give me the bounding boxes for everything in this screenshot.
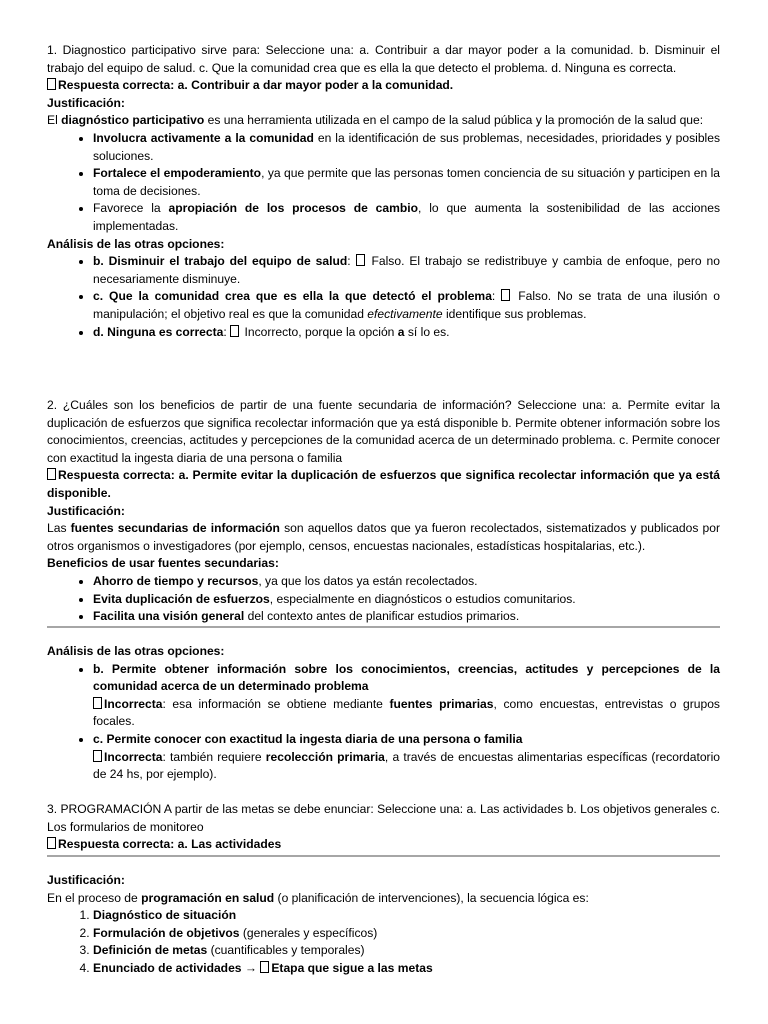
list-item: • Fortalece el empoderamiento, ya que permite que las personas tomen conciencia de su situación y participen en la toma de decisiones. xyxy=(93,165,720,200)
section-divider xyxy=(47,855,720,857)
question-3-text: 3. PROGRAMACIÓN A partir de las metas se debe enunciar: Seleccione una: a. Las actividades b. Los objetivos generales c. Los formularios de monitoreo xyxy=(47,802,720,834)
checkbox-icon xyxy=(501,289,510,301)
question-1-bullets xyxy=(47,130,720,236)
list-item: • Facilita una visión general del contexto antes de planificar estudios primarios. xyxy=(93,608,720,626)
question-3-answer: Respuesta correcta: a. Las actividades xyxy=(47,836,720,854)
question-1-text: 1. Diagnostico participativo sirve para: Seleccione una: a. Contribuir a dar mayor poder a la comunidad. b. Disminuir el trabajo del equipo de salud. c. Que la comunidad crea que es ella la que detecto el problema. d. Ninguna es correcta. xyxy=(47,43,720,75)
question-2-analysis-list xyxy=(47,661,720,784)
question-2-analysis-label: Análisis de las otras opciones: xyxy=(47,644,225,658)
arrow-icon: → xyxy=(241,960,261,975)
question-3-steps xyxy=(47,907,720,977)
question-3-section xyxy=(47,801,720,854)
checkbox-icon xyxy=(260,961,269,973)
list-item: • Favorece la apropiación de los procesos de cambio, lo que aumenta la sostenibilidad de las acciones implementadas. xyxy=(93,200,720,235)
question-3-justification-label: Justificación: xyxy=(47,873,125,887)
section-divider xyxy=(47,626,720,628)
list-item: • b. Disminuir el trabajo del equipo de salud: Falso. El trabajo se redistribuye y cambia de enfoque, pero no necesariamente disminuye. xyxy=(93,253,720,288)
list-item: • c. Permite conocer con exactitud la ingesta diaria de una persona o familia Incorrecta: también requiere recolección primaria, a través de encuestas alimentarias específicas (recordatorio de 24 hs, por ejemplo). xyxy=(93,731,720,784)
list-item: 4. Enunciado de actividades → Etapa que sigue a las metas xyxy=(93,960,720,978)
question-2-answer: Respuesta correcta: a. Permite evitar la duplicación de esfuerzos que significa recolectar información que ya está disponible. xyxy=(47,468,720,500)
question-1-intro: El diagnóstico participativo es una herramienta utilizada en el campo de la salud pública y la promoción de la salud que: xyxy=(47,113,704,128)
list-item: 2. Formulación de objetivos (generales y específicos) xyxy=(93,925,720,943)
checkbox-icon xyxy=(230,325,239,337)
checkbox-icon xyxy=(47,78,56,90)
question-3-intro: En el proceso de programación en salud (o planificación de intervenciones), la secuencia lógica es: xyxy=(47,890,589,905)
question-2-text: 2. ¿Cuáles son los beneficios de partir de una fuente secundaria de información? Seleccione una: a. Permite evitar la duplicación de esfuerzos que significa recolectar información que ya está disponible b. Permite obtener información sobre los conocimientos, creencias, actitudes y percepciones de la comunidad acerca de un determinado problema. c. Permite conocer con exactitud la ingesta diaria de una persona o familia xyxy=(47,398,720,465)
checkbox-icon xyxy=(47,468,56,480)
list-item: • b. Permite obtener información sobre los conocimientos, creencias, actitudes y percepciones de la comunidad acerca de un determinado problema Incorrecta: esa información se obtiene mediante fuentes primarias, como encuestas, entrevistas o grupos focales. xyxy=(93,661,720,731)
list-item: 1. Diagnóstico de situación xyxy=(93,907,720,925)
question-1-analysis-label: Análisis de las otras opciones: xyxy=(47,236,225,251)
list-item: • Ahorro de tiempo y recursos, ya que los datos ya están recolectados. xyxy=(93,573,720,591)
checkbox-icon xyxy=(93,697,102,709)
question-1-analysis-list xyxy=(47,253,720,341)
list-item: • Involucra activamente a la comunidad en la identificación de sus problemas, necesidades, prioridades y posibles soluciones. xyxy=(93,130,720,165)
question-2-benefits xyxy=(47,573,720,626)
question-1-section xyxy=(47,42,720,341)
question-2-intro: Las fuentes secundarias de información son aquellos datos que ya fueron recolectados, sistematizados y publicados por otros organismos o investigadores (por ejemplo, censos, encuestas nacionales, estadísticas hospitalarias, etc.). xyxy=(47,521,721,553)
list-item: • d. Ninguna es correcta: Incorrecto, porque la opción a sí lo es. xyxy=(93,324,720,342)
checkbox-icon xyxy=(47,837,56,849)
question-1-answer: Respuesta correcta: a. Contribuir a dar mayor poder a la comunidad. xyxy=(47,77,720,95)
checkbox-icon xyxy=(93,750,102,762)
checkbox-icon xyxy=(356,254,365,266)
list-item: 3. Definición de metas (cuantificables y temporales) xyxy=(93,942,720,960)
question-1-justification-label: Justificación: xyxy=(47,95,125,110)
question-3-justification xyxy=(47,872,720,978)
question-2-benefits-label: Beneficios de usar fuentes secundarias: xyxy=(47,556,279,571)
question-2-section xyxy=(47,397,720,626)
question-2-justification-label: Justificación: xyxy=(47,503,125,518)
list-item: • c. Que la comunidad crea que es ella la que detectó el problema: Falso. No se trata de una ilusión o manipulación; el objetivo real es que la comunidad efectivamente identifique sus problemas. xyxy=(93,288,720,323)
list-item: • Evita duplicación de esfuerzos, especialmente en diagnósticos o estudios comunitarios. xyxy=(93,591,720,609)
question-2-analysis xyxy=(47,643,720,784)
